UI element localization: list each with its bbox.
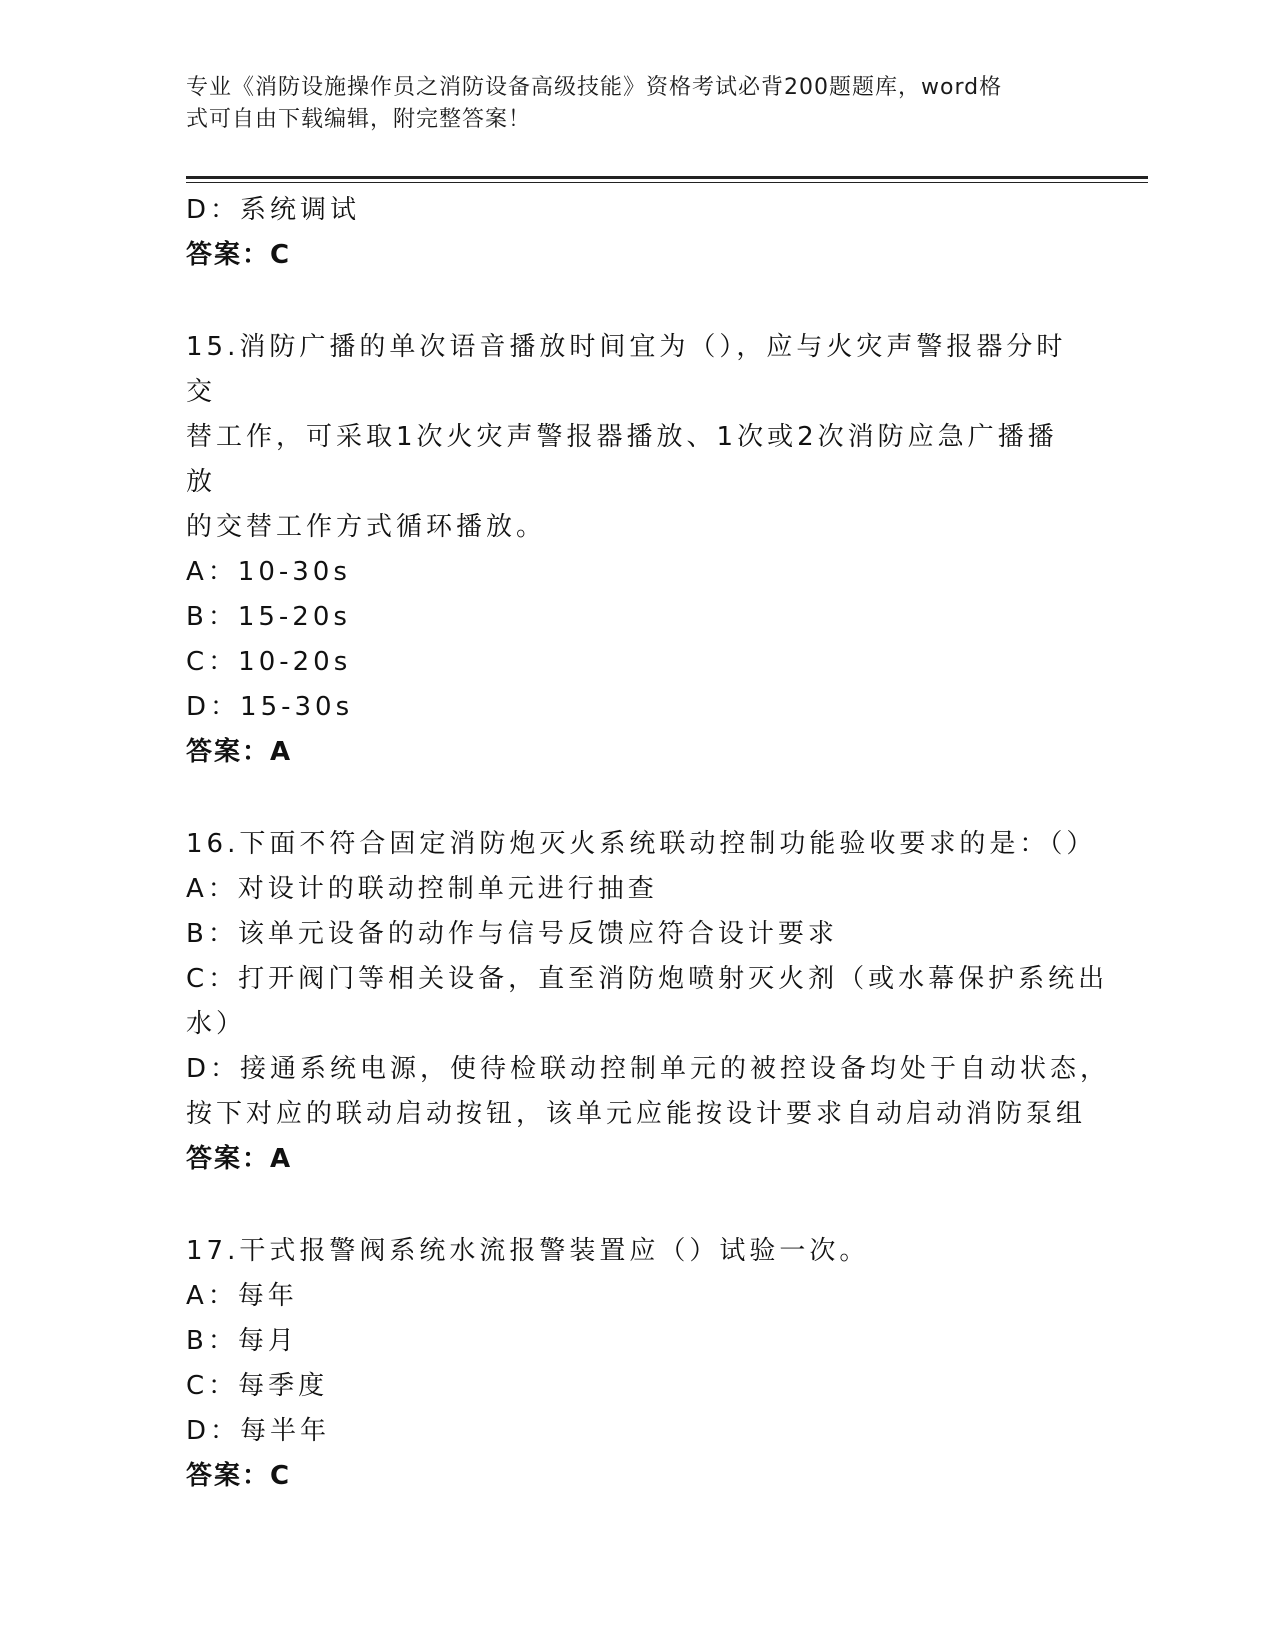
- answer: 答案：C: [186, 240, 292, 270]
- header-line-2: 式可自由下载编辑，附完整答案！: [186, 107, 532, 132]
- option-b: B：每月: [186, 1326, 298, 1356]
- question-text-line: 的交替工作方式循环播放。: [186, 512, 547, 542]
- option-b: B：该单元设备的动作与信号反馈应符合设计要求: [186, 919, 838, 949]
- option-d-line-1: D：接通系统电源，使待检联动控制单元的被控设备均处于自动状态，: [186, 1054, 1111, 1084]
- option-d: D：系统调试: [186, 195, 361, 225]
- answer: 答案：A: [186, 1144, 293, 1174]
- answer: 答案：A: [186, 737, 293, 767]
- option-c: C：每季度: [186, 1371, 329, 1401]
- option-a: A：对设计的联动控制单元进行抽查: [186, 874, 658, 904]
- question-list: [186, 188, 1111, 1499]
- answer: 答案：C: [186, 1461, 292, 1491]
- option-a: A：10-30s: [186, 557, 351, 587]
- option-c-line-2: 水）: [186, 1009, 247, 1039]
- option-d: D：每半年: [186, 1416, 331, 1446]
- option-a: A：每年: [186, 1281, 298, 1311]
- question-text-line: 16.下面不符合固定消防炮灭火系统联动控制功能验收要求的是：（）: [186, 829, 1097, 859]
- option-c-line-1: C：打开阀门等相关设备，直至消防炮喷射灭火剂（或水幕保护系统出: [186, 964, 1109, 994]
- option-d-line-2: 按下对应的联动启动按钮，该单元应能按设计要求自动启动消防泵组: [186, 1099, 1087, 1129]
- question-17: [186, 1229, 1086, 1499]
- header-rule-thick: [186, 176, 1148, 179]
- option-c: C：10-20s: [186, 647, 352, 677]
- option-b: B：15-20s: [186, 602, 351, 632]
- document-header: [186, 72, 1086, 136]
- question-text-line: 15.消防广播的单次语音播放时间宜为（），应与火灾声警报器分时交: [186, 332, 1067, 407]
- question-text-line: 替工作，可采取1次火灾声警报器播放、1次或2次消防应急广播播放: [186, 422, 1058, 497]
- question-15: [186, 325, 1086, 775]
- header-line-1: 专业《消防设施操作员之消防设备高级技能》资格考试必背200题题库，word格: [186, 75, 1003, 100]
- question-16: [186, 822, 1111, 1182]
- option-d: D：15-30s: [186, 692, 354, 722]
- question-text-line: 17.干式报警阀系统水流报警装置应（）试验一次。: [186, 1236, 870, 1266]
- question-14-tail: [186, 188, 1086, 278]
- header-rule-thin: [186, 182, 1148, 183]
